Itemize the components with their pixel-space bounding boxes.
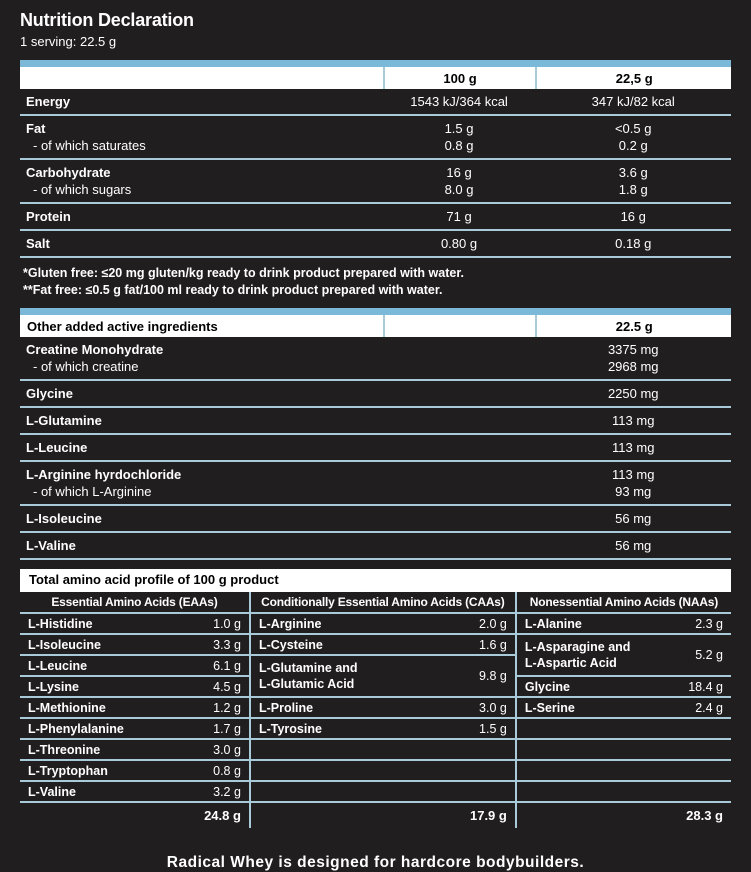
ingredient-sublabel: - of which L-Arginine <box>33 484 152 499</box>
value-per-100g: 16 g <box>446 165 472 180</box>
row-group-fat <box>20 116 731 160</box>
nutrition-table-header <box>20 60 731 89</box>
ingredient-sublabel: - of which creatine <box>33 359 139 374</box>
amino-row-empty <box>251 761 515 782</box>
row-group-glycine <box>20 381 731 408</box>
amino-column-header: Essential Amino Acids (EAAs) <box>20 592 249 614</box>
amino-acid-table <box>20 569 731 828</box>
table-row <box>20 93 731 110</box>
ingredient-label: L-Valine <box>26 538 76 553</box>
row-group-protein <box>20 204 731 231</box>
value-per-100g: 0.8 g <box>444 138 474 153</box>
ingredient-value: 93 mg <box>615 484 652 499</box>
value-per-100g: 8.0 g <box>444 182 474 197</box>
amino-row: L-Isoleucine 3.3 g <box>20 635 249 656</box>
nutrition-facts-table <box>20 60 731 258</box>
footer-slogan: Radical Whey is designed for hardcore bodybuilders. <box>166 854 585 871</box>
amino-row: L-Methionine 1.2 g <box>20 698 249 719</box>
amino-column-header: Nonessential Amino Acids (NAAs) <box>517 592 731 614</box>
value-per-serving: 0.2 g <box>618 138 648 153</box>
ingredient-label: L-Isoleucine <box>26 511 102 526</box>
table-row <box>20 208 731 225</box>
value-per-100g: 0.80 g <box>440 236 478 251</box>
header-col-serving: 22,5 g <box>535 67 731 89</box>
table-row <box>20 385 731 402</box>
amino-row-empty <box>517 740 731 761</box>
ingredient-value: 3375 mg <box>607 342 659 357</box>
ingredient-value: 56 mg <box>615 511 652 526</box>
ingredients-table-header <box>20 308 731 337</box>
value-per-serving: 0.18 g <box>615 236 652 251</box>
table-row <box>20 358 731 375</box>
table-row <box>20 537 731 554</box>
nutrient-sublabel: - of which saturates <box>33 138 146 153</box>
spacer-cell <box>383 412 536 429</box>
amino-row: L-Tyrosine 1.5 g <box>251 719 515 740</box>
amino-table-title: Total amino acid profile of 100 g product <box>20 569 731 592</box>
row-group-glutamine <box>20 408 731 435</box>
amino-columns <box>20 592 731 828</box>
spacer-cell <box>383 483 536 500</box>
amino-column-total: 17.9 g <box>469 808 507 823</box>
table-row <box>20 483 731 500</box>
amino-row-empty <box>517 761 731 782</box>
table-row <box>20 235 731 252</box>
spacer-cell <box>383 341 536 358</box>
header-col-serving: 22.5 g <box>535 315 731 337</box>
amino-row: L-Histidine 1.0 g <box>20 614 249 635</box>
value-per-100g: 1543 kJ/364 kcal <box>410 94 508 109</box>
ingredient-label: L-Leucine <box>26 440 88 455</box>
ingredient-label: Glycine <box>26 386 73 401</box>
nutrient-label: Energy <box>26 94 71 109</box>
table-row <box>20 466 731 483</box>
footnote-gluten-free: *Gluten free: ≤20 mg gluten/kg ready to drink product prepared with water. <box>23 266 464 280</box>
amino-column-total: 28.3 g <box>686 808 723 823</box>
header-empty-cell <box>20 67 383 89</box>
amino-row: L-Arginine 2.0 g <box>251 614 515 635</box>
spacer-cell <box>383 537 536 554</box>
spacer-cell <box>383 439 536 456</box>
row-group-salt <box>20 231 731 258</box>
nutrient-label: Fat <box>26 121 46 136</box>
spacer-cell <box>383 510 536 527</box>
footnotes <box>20 265 731 299</box>
amino-row: L-Tryptophan 0.8 g <box>20 761 249 782</box>
table-row <box>20 510 731 527</box>
value-per-100g: 71 g <box>446 209 472 224</box>
serving-size: 1 serving: 22.5 g <box>20 34 117 49</box>
value-per-serving: 1.8 g <box>618 182 648 197</box>
amino-row-empty <box>517 782 731 803</box>
spacer-cell <box>383 358 536 375</box>
ingredient-value: 113 mg <box>612 413 655 428</box>
amino-column-eaa <box>20 592 249 828</box>
ingredient-label: L-Glutamine <box>26 413 102 428</box>
nutrient-sublabel: - of which sugars <box>33 182 132 197</box>
amino-column-total: 24.8 g <box>204 808 241 823</box>
amino-row: L-Serine 2.4 g <box>517 698 731 719</box>
table-row <box>20 164 731 181</box>
amino-row-empty <box>517 719 731 740</box>
ingredient-value: 2968 mg <box>607 359 659 374</box>
amino-row: L-Cysteine 1.6 g <box>251 635 515 656</box>
value-per-serving: <0.5 g <box>614 121 652 136</box>
footnote-fat-free: **Fat free: ≤0.5 g fat/100 ml ready to drink product prepared with water. <box>23 283 443 297</box>
amino-row: L-Proline 3.0 g <box>251 698 515 719</box>
nutrient-label: Protein <box>26 209 71 224</box>
amino-row-empty <box>251 740 515 761</box>
amino-row-merged: L-Glutamine and L-Glutamic Acid 9.8 g <box>251 656 515 698</box>
ingredient-value: 2250 mg <box>607 386 659 401</box>
amino-row: L-Valine 3.2 g <box>20 782 249 803</box>
value-per-serving: 347 kJ/82 kcal <box>591 94 675 109</box>
amino-row: L-Phenylalanine 1.7 g <box>20 719 249 740</box>
header-empty-cell <box>383 315 536 337</box>
value-per-100g: 1.5 g <box>444 121 474 136</box>
table-row <box>20 137 731 154</box>
ingredients-header-title: Other added active ingredients <box>27 318 218 334</box>
ingredient-label: Creatine Monohydrate <box>26 342 164 357</box>
row-group-isoleucine <box>20 506 731 533</box>
amino-row: L-Threonine 3.0 g <box>20 740 249 761</box>
ingredient-label: L-Arginine hyrdochloride <box>26 467 182 482</box>
table-row <box>20 412 731 429</box>
row-group-valine <box>20 533 731 560</box>
header-col-100g: 100 g <box>383 67 536 89</box>
amino-row-merged: L-Asparagine and L-Aspartic Acid 5.2 g <box>517 635 731 677</box>
ingredient-value: 113 mg <box>612 467 655 482</box>
added-ingredients-table <box>20 308 731 560</box>
table-row <box>20 120 731 137</box>
value-per-serving: 16 g <box>620 209 646 224</box>
amino-column-caa <box>249 592 515 828</box>
amino-row: L-Leucine 6.1 g <box>20 656 249 677</box>
nutrient-label: Carbohydrate <box>26 165 111 180</box>
table-row <box>20 341 731 358</box>
ingredient-value: 113 mg <box>612 440 655 455</box>
row-group-creatine <box>20 337 731 381</box>
row-group-carbohydrate <box>20 160 731 204</box>
amino-row: L-Alanine 2.3 g <box>517 614 731 635</box>
spacer-cell <box>383 466 536 483</box>
amino-row-empty <box>251 782 515 803</box>
row-group-energy <box>20 89 731 116</box>
value-per-serving: 3.6 g <box>618 165 648 180</box>
nutrient-label: Salt <box>26 236 50 251</box>
amino-column-header: Conditionally Essential Amino Acids (CAAs) <box>251 592 515 614</box>
row-group-arginine-hcl <box>20 462 731 506</box>
page-title: Nutrition Declaration <box>20 10 194 30</box>
amino-row: Glycine 18.4 g <box>517 677 731 698</box>
amino-column-naa <box>515 592 731 828</box>
ingredient-value: 56 mg <box>615 538 652 553</box>
table-row <box>20 181 731 198</box>
amino-row: L-Lysine 4.5 g <box>20 677 249 698</box>
spacer-cell <box>383 385 536 402</box>
table-row <box>20 439 731 456</box>
row-group-leucine <box>20 435 731 462</box>
